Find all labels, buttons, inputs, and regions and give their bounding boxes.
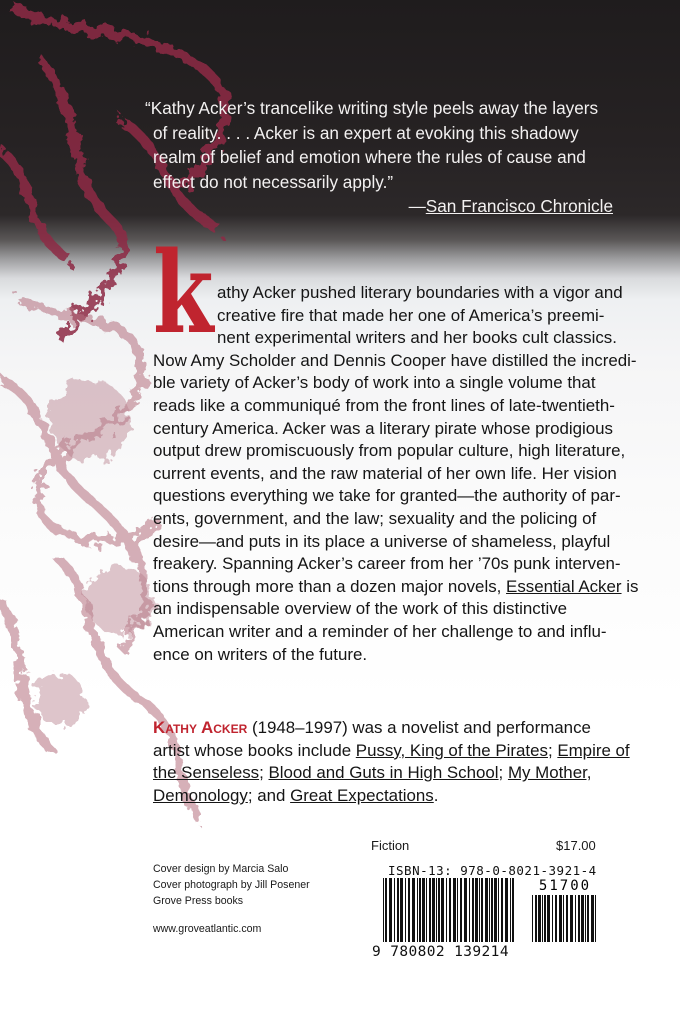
book-description: [153, 282, 639, 666]
bio-line: [153, 762, 613, 785]
barcode-bar: [400, 878, 403, 942]
barcode-bar: [405, 878, 406, 942]
description-text: is: [621, 576, 639, 596]
barcode-bar: [578, 895, 580, 942]
bio-text: ;: [259, 763, 269, 783]
description-line: athy Acker pushed literary boundaries with a vigor and: [217, 283, 623, 302]
book-title: Blood and Guts in High School: [268, 763, 499, 783]
author-bio: [153, 717, 630, 807]
genre-label: Fiction: [371, 838, 410, 853]
barcode-bar: [570, 895, 573, 942]
description-line: American writer and a reminder of her challenge to and influ-: [153, 621, 607, 641]
barcode-bar: [441, 878, 444, 942]
barcode-bar: [475, 878, 478, 942]
bio-text: ;: [547, 740, 558, 760]
barcode-bar: [469, 878, 470, 942]
description-line: output drew promiscuously from popular culture, high literature,: [153, 441, 626, 461]
barcode-bar: [464, 878, 467, 942]
barcode-bar: [498, 878, 499, 942]
barcode-bar: [422, 878, 425, 942]
quote-line: of reality. . . . Acker is an expert at evoking this shadowy: [153, 122, 579, 143]
barcode-bar: [544, 895, 546, 942]
ean-barcode: [383, 878, 517, 942]
barcode-bar: [535, 895, 537, 942]
description-line: Now Amy Scholder and Dennis Cooper have distilled the incredi-: [153, 350, 637, 370]
barcode-bar: [460, 878, 462, 942]
bio-text: (1948–1997) was a novelist and performance: [247, 718, 591, 737]
barcode-bar: [595, 895, 596, 942]
barcode-bar: [436, 878, 437, 942]
barcode-bar: [432, 878, 435, 942]
barcode-bar: [419, 878, 421, 942]
addon-number: 51700: [538, 878, 592, 894]
barcode-bar: [394, 878, 395, 942]
bio-line: [153, 785, 613, 808]
isbn-text: ISBN-13: 978-0-8021-3921-4: [388, 863, 597, 878]
barcode-bar: [532, 895, 533, 942]
barcode-bar: [453, 878, 456, 942]
price-label: $17.00: [556, 838, 596, 853]
barcode-bar: [512, 878, 514, 942]
quote-line: effect do not necessarily apply.”: [153, 171, 394, 192]
review-quote: [145, 96, 615, 219]
barcode-bar: [383, 878, 384, 942]
description-line: creative fire that made her one of America’s preemi-: [217, 305, 605, 325]
barcode-bar: [426, 878, 427, 942]
description-line: century America. Acker was a literary pirate whose prodigious: [153, 418, 614, 438]
barcode-bar: [585, 895, 586, 942]
description-line: [153, 576, 639, 599]
barcode-bar: [489, 878, 490, 942]
design-credit: Cover design by Marcia Salo: [153, 863, 289, 875]
barcode-bar: [559, 895, 562, 942]
description-line: nent experimental writers and her books cult classics.: [217, 328, 617, 348]
barcode-bar: [485, 878, 488, 942]
barcode-bar: [385, 878, 387, 942]
description-line: ble variety of Acker’s body of work into a single volume that: [153, 373, 596, 393]
barcode-bar: [408, 878, 410, 942]
barcode-bar: [397, 878, 399, 942]
barcode-bar: [438, 878, 440, 942]
bio-text: ;: [498, 763, 508, 783]
book-title: Demonology: [153, 785, 248, 805]
barcode-bar: [566, 895, 568, 942]
barcode-bar: [491, 878, 493, 942]
book-title: Empire of: [557, 740, 630, 760]
description-line: current events, and the raw material of her own life. Her vision: [153, 463, 617, 483]
book-title: the Senseless: [153, 763, 260, 783]
barcode-bar: [575, 895, 576, 942]
description-line: reads like a communiqué from the front lines of late-twentieth-: [153, 395, 615, 415]
barcode-bar: [555, 895, 557, 942]
barcode-bar: [494, 878, 497, 942]
bio-line: [153, 717, 613, 740]
description-line: ents, government, and the law; sexuality and the policing of: [153, 508, 597, 528]
author-name: Kathy Acker: [153, 718, 248, 737]
barcode-bar: [472, 878, 474, 942]
barcode-bar: [542, 895, 543, 942]
quote-line: “Kathy Acker’s trancelike writing style peels away the layers: [145, 98, 599, 118]
barcode-bar: [481, 878, 483, 942]
book-title: My Mother,: [507, 763, 592, 783]
description-line: ence on writers of the future.: [153, 644, 368, 664]
bio-text: artist whose books include: [153, 740, 356, 760]
bio-text: ; and: [247, 785, 291, 805]
barcode-bar: [591, 895, 594, 942]
barcode-bar: [510, 878, 511, 942]
description-line: freakery. Spanning Acker’s career from her ’70s punk interven-: [153, 554, 621, 574]
barcode-bar: [389, 878, 392, 942]
book-title: Great Expectations: [290, 785, 434, 805]
description-line: questions everything we take for granted—the authority of par-: [153, 486, 621, 506]
description-line: an indispensable overview of the work of this distinctive: [153, 599, 568, 619]
photo-credit: Cover photograph by Jill Posener: [153, 879, 310, 891]
book-title: Pussy, King of the Pirates: [355, 740, 548, 760]
barcode-bar: [547, 895, 550, 942]
barcode-bar: [446, 878, 447, 942]
barcode-bar: [581, 895, 584, 942]
description-line: desire—and puts in its place a universe of shameless, playful: [153, 531, 611, 551]
barcode-bar: [449, 878, 451, 942]
publisher-url: www.groveatlantic.com: [153, 923, 262, 935]
bio-text: .: [433, 785, 439, 805]
drop-cap: k: [153, 228, 214, 359]
cover-credits: [153, 861, 310, 909]
barcode-bar: [538, 895, 541, 942]
quote-source: San Francisco Chronicle: [425, 196, 613, 217]
barcode-bar: [429, 878, 431, 942]
description-text: tions through more than a dozen major novels,: [153, 576, 502, 596]
barcode-bar: [501, 878, 503, 942]
barcode-bar: [505, 878, 508, 942]
quote-attribution: [145, 194, 615, 219]
barcode-bar: [457, 878, 458, 942]
barcode-bar: [479, 878, 480, 942]
addon-barcode: [532, 895, 598, 942]
barcode-bar: [412, 878, 415, 942]
barcode-bar: [563, 895, 564, 942]
bio-line: [153, 740, 630, 763]
quote-line: realm of belief and emotion where the rules of cause and: [153, 147, 586, 168]
essential-acker-title: Essential Acker: [506, 576, 622, 596]
barcode-bar: [552, 895, 553, 942]
attribution-dash: —: [408, 196, 426, 217]
publisher-credit: Grove Press books: [153, 895, 244, 907]
ean-number: 9 780802 139214: [372, 944, 509, 960]
barcode-bar: [417, 878, 418, 942]
barcode-bar: [587, 895, 589, 942]
